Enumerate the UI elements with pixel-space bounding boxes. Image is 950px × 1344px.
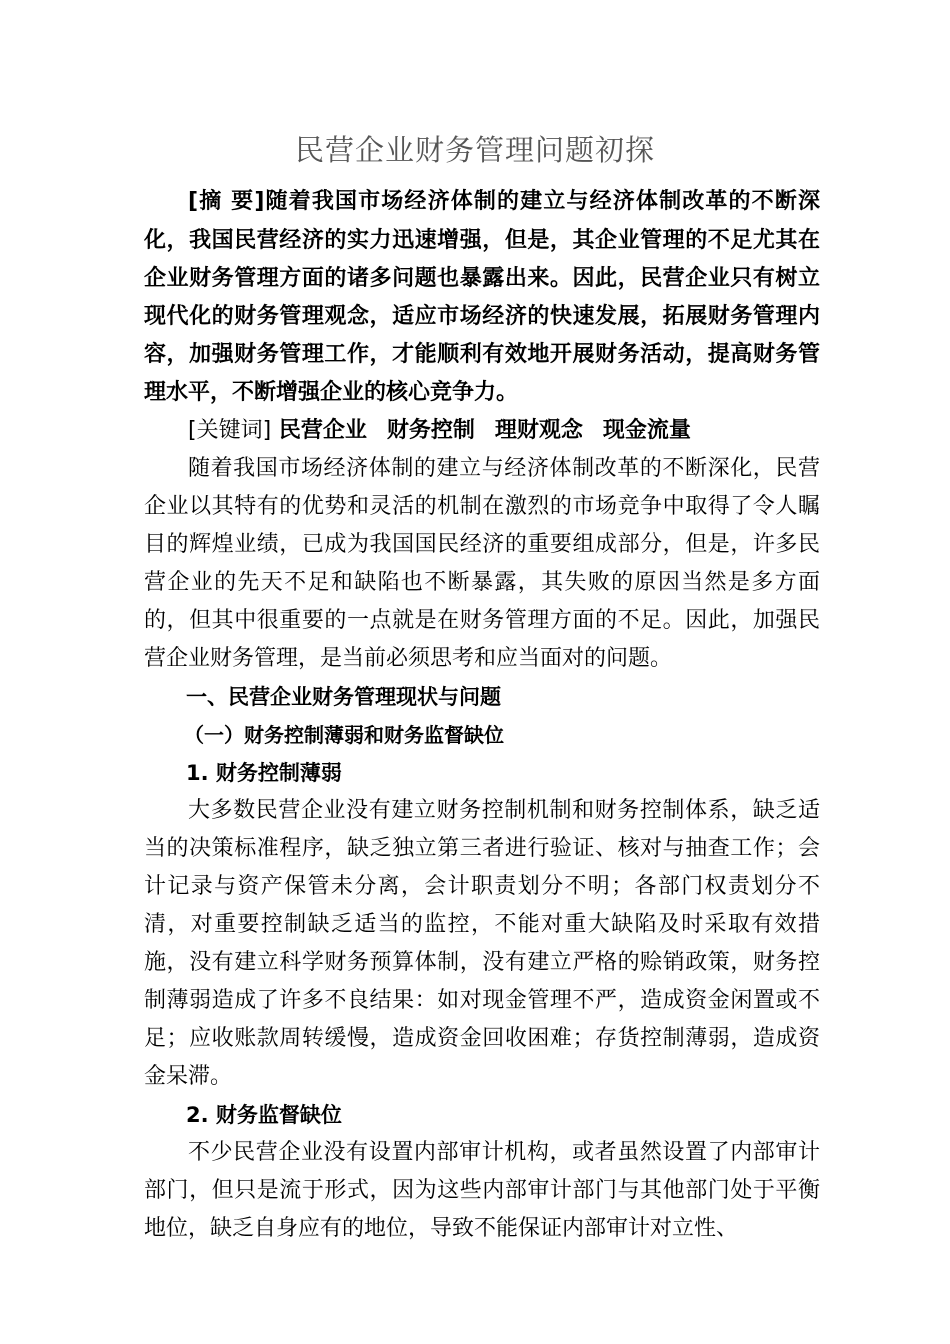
document-title: 民营企业财务管理问题初探: [294, 133, 655, 167]
abstract-text: 随着我国市场经济体制的建立与经济体制改革的不断深化，我国民营经济的实力迅速增强，但是，其企业管理的不足尤其在企业财务管理方面的诸多问题也暴露出来。因此，民营企业只有树立现代化的财务管理观念，适应市场经济的快速发展，拓展财务管理内容，加强财务管理工作，才能顺利有效地开展财务活动，提高财务管理水平，不断增强企业的核心竞争力。: [144, 188, 820, 405]
item-heading: 2. 财务监督缺位: [186, 1103, 342, 1127]
section-heading: 一、民营企业财务管理现状与问题: [186, 685, 501, 709]
keyword-item: 民营企业: [278, 417, 367, 443]
keyword-item: 现金流量: [602, 417, 691, 443]
item-paragraph: 不少民营企业没有设置内部审计机构，或者虽然设置了内部审计部门，但只是流于形式，因为这些内部审计部门与其他部门处于平衡地位，缺乏自身应有的地位，导致不能保证内部审计对立性、: [144, 1140, 820, 1241]
subsection-heading: （一）财务控制薄弱和财务监督缺位: [184, 723, 504, 747]
keywords-tag: [关键词]: [188, 418, 272, 443]
keywords-paragraph: [144, 411, 820, 450]
keyword-item: 财务控制: [386, 417, 475, 443]
document-body: [144, 182, 820, 1248]
item-paragraph: 大多数民营企业没有建立财务控制机制和财务控制体系，缺乏适当的决策标准程序，缺乏独立第三者进行验证、核对与抽查工作；会计记录与资产保管未分离，会计职责划分不明；各部门权责划分不清，对重要控制缺乏适当的监控，不能对重大缺陷及时采取有效措施，没有建立科学财务预算体制，没有建立严格的赊销政策，财务控制薄弱造成了许多不良结果：如对现金管理不严，造成资金闲置或不足；应收账款周转缓慢，造成资金回收困难；存货控制薄弱，造成资金呆滞。: [144, 798, 820, 1089]
abstract-tag: [摘 要]: [188, 189, 265, 214]
abstract-paragraph: [144, 182, 820, 411]
keyword-item: 理财观念: [494, 417, 583, 443]
item-heading: 1. 财务控制薄弱: [186, 761, 342, 785]
intro-paragraph: 随着我国市场经济体制的建立与经济体制改革的不断深化，民营企业以其特有的优势和灵活的机制在激烈的市场竞争中取得了令人瞩目的辉煌业绩，已成为我国国民经济的重要组成部分，但是，许多民营企业的先天不足和缺陷也不断暴露，其失败的原因当然是多方面的，但其中很重要的一点就是在财务管理方面的不足。因此，加强民营企业财务管理，是当前必须思考和应当面对的问题。: [144, 456, 820, 671]
